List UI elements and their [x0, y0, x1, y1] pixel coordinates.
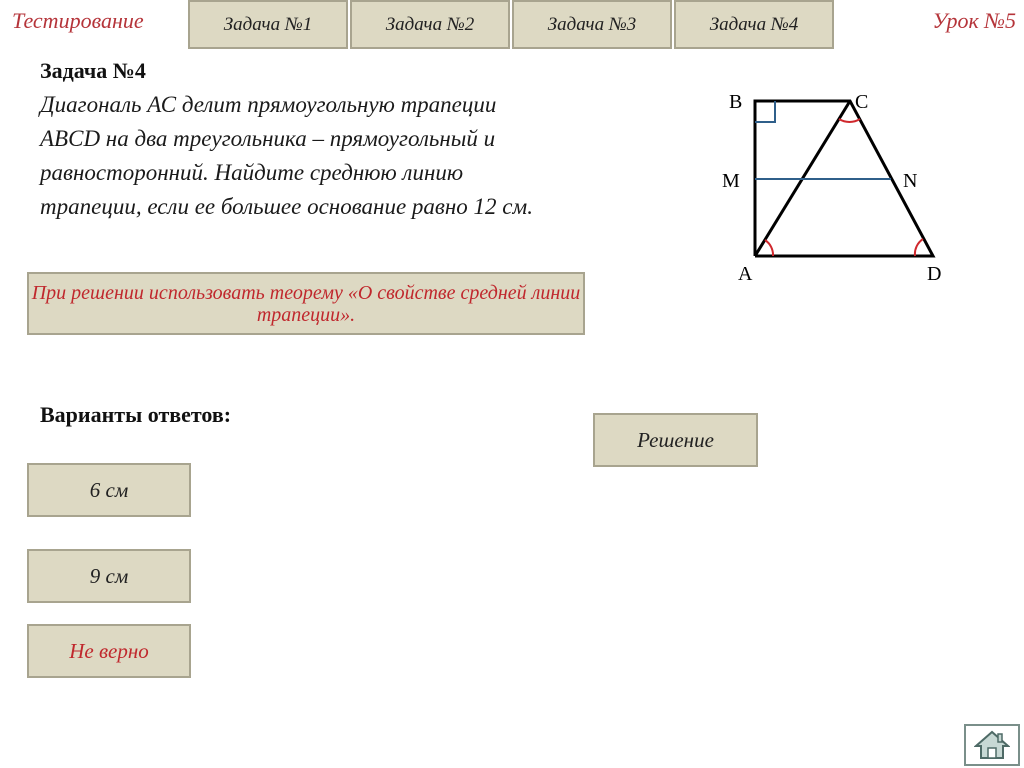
task-tabs	[188, 0, 836, 49]
label-d: D	[927, 263, 942, 285]
angle-mark-c	[839, 119, 860, 122]
task-title: Задача №4	[40, 58, 146, 83]
home-button[interactable]	[964, 724, 1020, 766]
trapezoid-figure	[715, 82, 965, 292]
home-icon	[974, 729, 1010, 761]
tab-task-1[interactable]: Задача №1	[188, 0, 348, 49]
solution-button[interactable]: Решение	[593, 413, 758, 467]
right-angle-mark	[755, 101, 775, 122]
label-m: M	[722, 170, 740, 192]
label-b: B	[729, 91, 743, 113]
answers-title: Варианты ответов:	[40, 402, 232, 427]
hint-box: При решении использовать теорему «О свойстве средней линии трапеции».	[27, 272, 585, 335]
answer-feedback-wrong[interactable]: Не верно	[27, 624, 191, 678]
angle-mark-a	[765, 240, 773, 256]
label-a: A	[738, 263, 753, 285]
header-title: Тестирование	[12, 8, 144, 33]
tab-task-2[interactable]: Задача №2	[350, 0, 510, 49]
angle-mark-d	[915, 239, 923, 256]
label-n: N	[903, 170, 918, 192]
label-c: C	[855, 91, 869, 113]
tab-task-4[interactable]: Задача №4	[674, 0, 834, 49]
answer-option-9cm[interactable]: 9 см	[27, 549, 191, 603]
tab-task-3[interactable]: Задача №3	[512, 0, 672, 49]
answer-option-6cm[interactable]: 6 см	[27, 463, 191, 517]
task-text: Диагональ АС делит прямоугольную трапеции ABCD на два треугольника – прямоугольный и равносторонний. Найдите среднюю линию трапеции, если ее большее основание равно 12 см.	[40, 92, 533, 219]
lesson-title: Урок №5	[932, 8, 1016, 33]
